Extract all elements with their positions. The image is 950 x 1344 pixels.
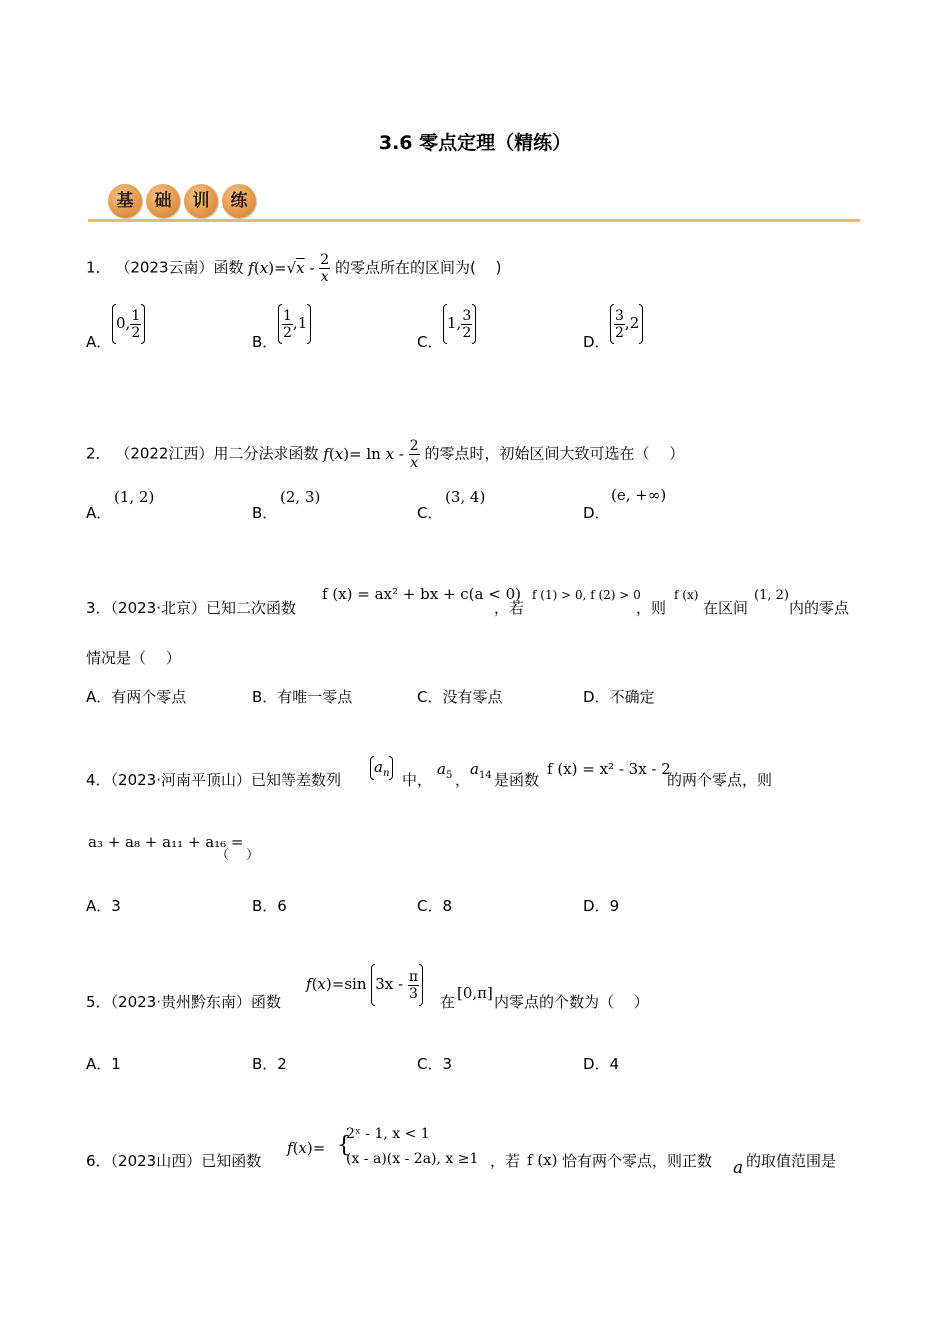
q4-zhong: 中， xyxy=(402,771,433,789)
question-2-text: 的零点时，初始区间大致可选在（ ） xyxy=(424,444,685,463)
q4-option-c[interactable]: C．8 xyxy=(417,897,453,915)
q3-fx: f (x) xyxy=(674,588,699,602)
q3-option-d[interactable]: D．不确定 xyxy=(583,688,655,706)
q1-option-b[interactable]: B． xyxy=(252,333,278,351)
q5-option-b[interactable]: B．2 xyxy=(252,1055,287,1073)
q6-brace: { xyxy=(337,1133,351,1158)
q4-sequence: $a_n$ xyxy=(370,756,393,780)
q1-option-a-value: 0, $\frac{1}{2}$ xyxy=(112,304,145,344)
q2-option-b[interactable]: B． xyxy=(252,504,278,522)
question-2-source: （2022江西）用二分法求函数 xyxy=(115,444,319,463)
question-2-formula: f(x)= ln x - $\frac{2}{x}$ xyxy=(323,438,419,471)
q1-option-c-value: 1, $\frac{3}{2}$ xyxy=(443,304,476,344)
q3-comma-1: ，若 xyxy=(494,599,525,617)
q4-option-d[interactable]: D．9 xyxy=(583,897,620,915)
q4-a14: $a_{14}$ xyxy=(470,760,492,781)
q5-number: 5．（2023·贵州黔东南）函数 xyxy=(86,993,281,1011)
q1-option-d-value: $\frac{3}{2}$ ,2 xyxy=(610,304,643,344)
q2-option-d-value: (e, +∞) xyxy=(611,486,667,504)
q4-option-b[interactable]: B．6 xyxy=(252,897,287,915)
q6-fx: f (x) xyxy=(527,1151,558,1169)
q4-sum: a₃ + a₈ + a₁₁ + a₁₆ = xyxy=(88,833,244,851)
q5-option-c[interactable]: C．3 xyxy=(417,1055,453,1073)
q3-condition: f (1) > 0, f (2) > 0 xyxy=(532,588,641,602)
q2-option-a[interactable]: A． xyxy=(86,504,112,522)
q2-option-a-value: (1, 2) xyxy=(114,488,155,506)
q6-text-end: 的取值范围是 xyxy=(746,1152,837,1170)
q5-formula: f(x)=sin 3x - $\frac{\pi}{3}$ xyxy=(306,964,423,1006)
q1-option-d[interactable]: D． xyxy=(583,333,610,351)
q3-option-a[interactable]: A．有两个零点 xyxy=(86,688,187,706)
q3-line-2: 情况是（ ） xyxy=(86,649,181,667)
banner-char-1: 基 xyxy=(108,184,142,218)
q3-text-end: 内的零点 xyxy=(789,599,850,617)
q6-comma: ，若 xyxy=(490,1152,521,1170)
q6-case-1: 2ˣ - 1, x < 1 xyxy=(346,1126,430,1142)
q1-option-b-value: $\frac{1}{2}$ ,1 xyxy=(278,304,311,344)
question-2-number: 2． xyxy=(86,444,111,463)
q6-number: 6．（2023山西）已知函数 xyxy=(86,1152,262,1170)
q3-number: 3．（2023·北京）已知二次函数 xyxy=(86,599,296,617)
question-1 xyxy=(86,252,501,285)
question-1-source: （2023云南）函数 xyxy=(115,258,244,277)
q6-text-mid: 恰有两个零点，则正数 xyxy=(562,1152,713,1170)
q3-interval: (1, 2) xyxy=(754,588,789,603)
q2-option-c[interactable]: C． xyxy=(417,504,443,522)
q4-option-a[interactable]: A．3 xyxy=(86,897,121,915)
question-2 xyxy=(86,438,684,471)
q4-number: 4．（2023·河南平顶山）已知等差数列 xyxy=(86,771,341,789)
q6-a: a xyxy=(733,1158,744,1178)
q3-comma-2: ，则 xyxy=(636,599,667,617)
q5-interval: [0,π] xyxy=(457,984,493,1002)
q5-text-end: 内零点的个数为（ ） xyxy=(494,993,649,1011)
question-1-formula: f(x)=√x - $\frac{2}{x}$ xyxy=(248,252,330,285)
banner-char-4: 练 xyxy=(222,184,256,218)
q4-text-end: 的两个零点，则 xyxy=(667,771,773,789)
q6-fx-lhs: f(x)= xyxy=(287,1139,326,1157)
banner-char-2: 础 xyxy=(146,184,180,218)
q3-text-mid: 在区间 xyxy=(703,599,749,617)
q2-option-b-value: (2, 3) xyxy=(280,488,321,506)
q4-a5: $a_5$ xyxy=(437,760,453,781)
question-1-number: 1． xyxy=(86,258,111,277)
q3-formula: f (x) = ax² + bx + c(a < 0) xyxy=(322,585,521,603)
question-1-text: 的零点所在的区间为( ) xyxy=(334,258,502,277)
q4-paren: （ ） xyxy=(216,848,260,863)
page-title: 3.6 零点定理（精练） xyxy=(378,132,572,154)
q3-option-c[interactable]: C．没有零点 xyxy=(417,688,503,706)
q6-case-2: (x - a)(x - 2a), x ≥1 xyxy=(346,1151,479,1167)
q4-text-mid: 是函数 xyxy=(494,771,540,789)
q5-option-d[interactable]: D．4 xyxy=(583,1055,620,1073)
q1-option-a[interactable]: A． xyxy=(86,333,112,351)
q5-zai: 在 xyxy=(440,993,456,1011)
q3-option-b[interactable]: B．有唯一零点 xyxy=(252,688,353,706)
q5-option-a[interactable]: A．1 xyxy=(86,1055,121,1073)
q4-formula: f (x) = x² - 3x - 2 xyxy=(547,760,671,778)
section-rule xyxy=(88,219,860,222)
q2-option-d[interactable]: D． xyxy=(583,504,610,522)
q2-option-c-value: (3, 4) xyxy=(445,488,486,506)
q1-option-c[interactable]: C． xyxy=(417,333,443,351)
q4-comma: ， xyxy=(455,771,471,789)
banner-char-3: 训 xyxy=(184,184,218,218)
